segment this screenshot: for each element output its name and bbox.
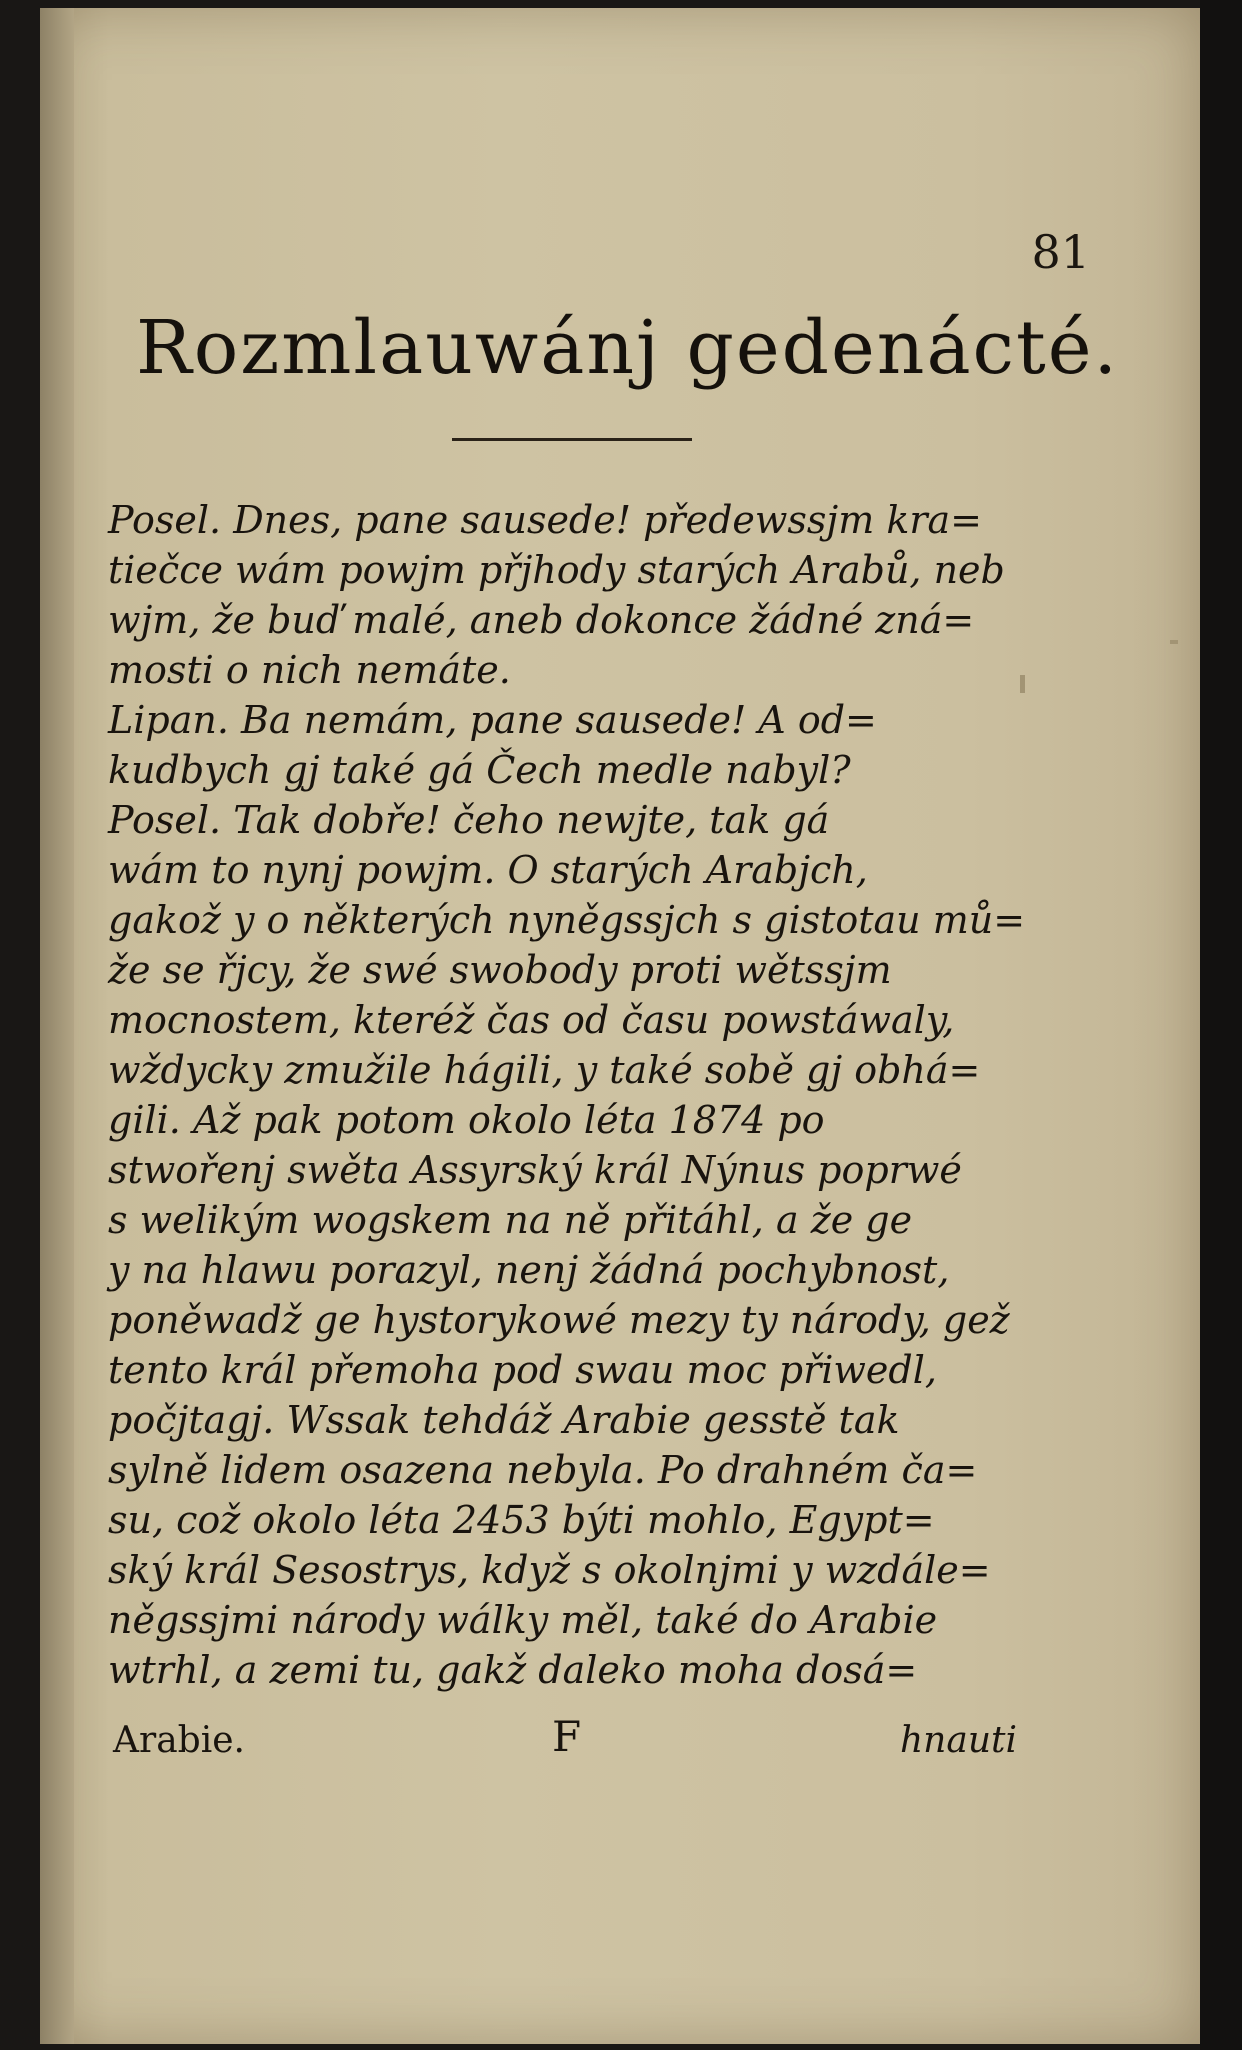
text-line: gakož y o některých nyněgssjch s gistotau mů= — [108, 898, 1026, 942]
signature-mark: F — [552, 1712, 582, 1761]
text-line: počjtagj. Wssak tehdáž Arabie gesstě tak — [108, 1398, 900, 1442]
text-line: stwořenj swěta Assyrský král Nýnus poprwé — [108, 1148, 962, 1192]
chapter-title: Rozmlauwánj gedenácté. — [136, 305, 1120, 391]
text-line: gili. Až pak potom okolo léta 1874 po — [108, 1098, 825, 1142]
catchword: hnauti — [900, 1720, 1017, 1761]
page-number: 81 — [1031, 225, 1090, 279]
text-line: kudbych gj také gá Čech medle nabyl? — [108, 748, 851, 792]
text-line: sylně lidem osazena nebyla. Po drahném ča= — [108, 1448, 978, 1492]
title-divider — [452, 438, 692, 441]
scan-edge — [1200, 0, 1242, 2050]
text-line: tiečce wám powjm přjhody starých Arabů, neb — [108, 548, 1005, 592]
text-line: wjm, že buď malé, aneb dokonce žádné zná= — [108, 598, 975, 642]
text-line: su, což okolo léta 2453 býti mohlo, Egypt= — [108, 1498, 935, 1542]
page-blemish — [1170, 640, 1178, 644]
text-line: poněwadž ge hystorykowé mezy ty národy, gež — [108, 1298, 1010, 1342]
text-line: Posel. Tak dobře! čeho newjte, tak gá — [108, 798, 830, 842]
page-gutter — [40, 8, 74, 2044]
text-line: něgssjmi národy wálky měl, také do Arabie — [108, 1598, 938, 1642]
footer-catchword-left: Arabie. — [113, 1720, 245, 1761]
text-line: Lipan. Ba nemám, pane sausede! A od= — [108, 698, 877, 742]
text-line: wtrhl, a zemi tu, gakž daleko moha dosá= — [108, 1648, 918, 1692]
text-line: mocnostem, kteréž čas od času powstáwaly, — [108, 998, 955, 1042]
body-text — [108, 495, 1058, 1695]
text-line: wám to nynj powjm. O starých Arabjch, — [108, 848, 868, 892]
text-line: Posel. Dnes, pane sausede! předewssjm kra= — [108, 498, 982, 542]
text-line: y na hlawu porazyl, nenj žádná pochybnost, — [108, 1248, 950, 1292]
text-line: tento král přemoha pod swau moc přiwedl, — [108, 1348, 937, 1392]
text-line: mosti o nich nemáte. — [108, 648, 511, 692]
text-line: wždycky zmužile hágili, y také sobě gj obhá= — [108, 1048, 981, 1092]
text-line: že se řjcy, že swé swobody proti wětssjm — [108, 948, 892, 992]
text-line: ský král Sesostrys, když s okolnjmi y wzdále= — [108, 1548, 991, 1592]
text-line: s welikým wogskem na ně přitáhl, a že ge — [108, 1198, 913, 1242]
